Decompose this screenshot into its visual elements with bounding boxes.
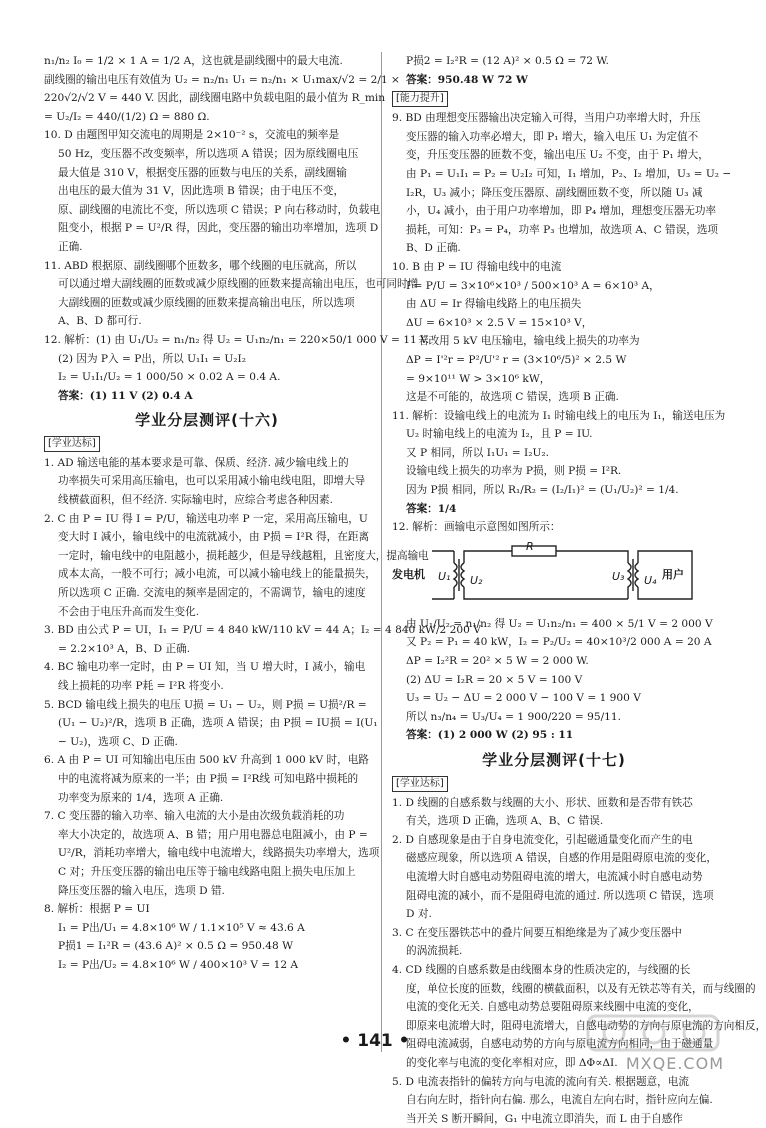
- text-line: 设输电线上损失的功率为 P损，则 P损 = I²R.: [406, 465, 622, 478]
- circuit-label-r: R: [526, 539, 534, 553]
- text-line: (2) ΔU = I₂R = 20 × 5 V = 100 V: [406, 673, 583, 686]
- text-line: 由 U₁/U₂ = n₁/n₂ 得 U₂ = U₁n₂/n₁ = 400 × 5/1 V = 2 000 V: [406, 617, 713, 630]
- answer-line: 答案：(1) 2 000 W (2) 95 : 11: [406, 729, 574, 742]
- text-line: = 2.2×10³ A，B、D 正确.: [58, 642, 191, 655]
- text-line: 率大小决定的，故选项 A、B 错；用户用电器总电阻减小，由 P =: [58, 828, 368, 841]
- text-line: I = P/U = 3×10⁶×10³ / 500×10³ A = 6×10³ A，: [406, 279, 660, 292]
- text-line: 又 P 相同，所以 I₁U₁ = I₂U₂.: [406, 446, 549, 459]
- text-line: 2. D 自感现象是由于自身电流变化，引起磁通量变化而产生的电: [392, 833, 693, 846]
- section-tag: [能力提升]: [392, 91, 448, 107]
- text-line: 大副线圈的匝数或减少原线圈的匝数来提高输出电压，所以选项: [58, 296, 355, 309]
- text-line: 又 P₂ = P₁ = 40 kW，I₂ = P₂/U₂ = 40×10³/2 000 A = 20 A: [406, 636, 712, 649]
- text-line: 自右向左时，指针向右偏. 那么，电流自左向右时，指针应向左偏.: [406, 1094, 713, 1107]
- text-line: 功率损失可采用高压输电，也可以采用减小输电线电阻，即增大导: [58, 475, 366, 488]
- text-line: 1. AD 输送电能的基本要求是可靠、保质、经济. 减少输电线上的: [44, 456, 349, 469]
- answer-line: 答案：950.48 W 72 W: [406, 73, 528, 86]
- text-line: 中的电流将减为原来的一半；由 P损 = I²R线 可知电路中损耗的: [58, 772, 359, 785]
- text-line: 11. 解析：设输电线上的电流为 I₁ 时输电线上的电压为 I₁，输送电压为: [392, 409, 726, 422]
- right-column: [392, 52, 766, 1128]
- text-line: 原、副线圈的电流比不变，所以选项 C 错误；P 向右移动时，负载电: [58, 203, 380, 216]
- text-line: 电流的变化无关. 自感电动势总要阻碍原来线圈中电流的变化，: [406, 1001, 699, 1014]
- text-line: 功率变为原来的 1/4，选项 A 正确.: [58, 791, 224, 804]
- text-line: 阻变小，根据 P = U²/R 得，因此，变压器的输出功率增加，选项 D: [58, 222, 379, 235]
- text-line: 降压变压器的输入电压，选项 D 错.: [58, 884, 225, 897]
- section-tag: [学业达标]: [44, 436, 100, 452]
- text-line: 阻碍电流减弱，自感电动势的方向与原电流方向相同，由于磁通量: [406, 1038, 714, 1051]
- text-line: 所以 n₃/n₄ = U₃/U₄ = 1 900/220 = 95/11.: [406, 710, 622, 723]
- text-line: 变大时 I 减小，输电线中的电流就减小，由 P损 = I²R 得，在距离: [58, 531, 370, 544]
- text-line: 变压器的输入功率必增大，即 P₁ 增大，输入电压 U₁ 为定值不: [406, 130, 699, 143]
- text-line: 3. C 在变压器铁芯中的叠片间要互相绝缘是为了减少变压器中: [392, 926, 682, 939]
- text-line: 的变化率与电流的变化率相对应，即 ΔΦ∝ΔI.: [406, 1056, 618, 1069]
- power-transmission-diagram: [392, 541, 716, 611]
- text-line: 5. D 电流表指针的偏转方向与电流的流向有关. 根据题意，电流: [392, 1075, 689, 1088]
- text-line: I₂ = P出/U₂ = 4.8×10⁶ W / 400×10³ V = 12 A: [58, 958, 299, 971]
- text-line: 1. D 线圈的自感系数与线圈的大小、形状、匝数和是否带有铁芯: [392, 796, 693, 809]
- section-tag: [学业达标]: [392, 776, 448, 792]
- circuit-label-u3: U₃: [612, 569, 625, 583]
- text-line: B、D 正确.: [406, 242, 461, 255]
- text-line: (U₁ − U₂)²/R，选项 B 正确，选项 A 错误；由 P损 = IU损 = I(U₁: [58, 717, 378, 730]
- text-line: 线横截面积，但不经济. 实际输电时，应综合考虑各种因素.: [58, 494, 333, 507]
- text-line: P损2 = I₂²R = (12 A)² × 0.5 Ω = 72 W.: [406, 55, 609, 67]
- text-line: D 对.: [406, 908, 432, 921]
- section-tag-row: [392, 89, 716, 109]
- text-line: n₁/n₂ I₀ = 1/2 × 1 A = 1/2 A，这也就是副线圈中的最大电流.: [44, 55, 343, 67]
- text-line: 可以通过增大副线圈的匝数或减少原线圈的匝数来提高输出电压，也可同时增: [58, 278, 419, 291]
- text-line: − U₂)，选项 C、D 正确.: [58, 735, 178, 748]
- answer-line: 答案：1/4: [406, 502, 457, 515]
- text-line: 这是不可能的，故选项 C 错误，选项 B 正确.: [406, 391, 619, 404]
- text-line: 5. BCD 输电线上损失的电压 U损 = U₁ − U₂，则 P损 = U损²/R =: [44, 698, 367, 711]
- page-number: • 141 •: [340, 1031, 410, 1051]
- text-line: ΔP = I'²r = P²/U'² r = (3×10⁶/5)² × 2.5 W: [406, 353, 627, 366]
- text-line: 12. 解析：画输电示意图如图所示：: [392, 521, 561, 534]
- text-line: 成本太高，一般不可行；减小电流，可以减小输电线上的能量损失，: [58, 568, 376, 581]
- text-line: 副线圈的输出电压有效值为 U₂ = n₂/n₁ U₁ = n₂/n₁ × U₁max/√2 = 2/1 ×: [44, 73, 400, 86]
- text-line: 即原来电流增大时，阻碍电流增大，自感电动势的方向与原电流的方向相反，: [406, 1019, 766, 1032]
- text-line: 9. BD 由理想变压器输出决定输入可得，当用户功率增大时，升压: [392, 112, 701, 125]
- text-line: P损1 = I₁²R = (43.6 A)² × 0.5 Ω = 950.48 W: [58, 940, 294, 953]
- text-line: I₂R，U₃ 减小；降压变压器原、副线圈匝数不变，所以随 U₃ 减: [406, 186, 703, 199]
- section-tag-row: [44, 434, 370, 454]
- section-tag-row: [392, 774, 716, 794]
- text-line: 11. ABD 根据原、副线圈哪个匝数多，哪个线圈的电压就高，所以: [44, 259, 357, 272]
- text-line: 3. BD 由公式 P = UI，I₁ = P/U = 4 840 kW/110 kV = 44 A；I₂ = 4 840 kW/2 200 V: [44, 624, 481, 637]
- text-line: 220√2/√2 V = 440 V. 因此，副线圈电路中负载电阻的最小值为 R_min: [44, 92, 386, 105]
- text-line: 10. B 由 P = IU 得输电线中的电流: [392, 260, 562, 273]
- text-line: 2. C 由 P = IU 得 I = P/U，输送电功率 P 一定，采用高压输电，U: [44, 512, 368, 525]
- text-line: 若改用 5 kV 电压输电，输电线上损失的功率为: [418, 335, 640, 348]
- text-line: 由 P₁ = U₁I₁ = P₂ = U₂I₂ 可知，I₁ 增加，P₂、I₂ 增加，U₃ = U₂ −: [406, 167, 732, 180]
- text-line: 8. 解析：根据 P = UI: [44, 903, 150, 916]
- section-title: 学业分层测评(十七): [482, 751, 626, 769]
- text-line: 10. D 由题图甲知交流电的周期是 2×10⁻² s，交流电的频率是: [44, 129, 340, 142]
- text-line: (2) 因为 P入 = P出，所以 U₁I₁ = U₂I₂: [58, 352, 246, 365]
- text-line: I₁ = P出/U₁ = 4.8×10⁶ W / 1.1×10⁵ V ≈ 43.6 A: [58, 921, 305, 934]
- text-line: 4. BC 输电功率一定时，由 P = UI 知，当 U 增大时，I 减小，输电: [44, 661, 366, 674]
- text-line: 电流增大时自感电动势阻碍电流的增大，电流减小时自感电动势: [406, 870, 703, 883]
- text-line: 12. 解析：(1) 由 U₁/U₂ = n₁/n₂ 得 U₂ = U₁n₂/n₁ = 220×50/1 000 V = 11 V.: [44, 333, 430, 346]
- circuit-label-u2: U₂: [470, 573, 483, 587]
- text-line: 线上损耗的功率 P耗 = I²R 将变小.: [58, 680, 224, 692]
- text-line: 当开关 S 断开瞬间，G₁ 中电流立即消失，而 L 由于自感作: [406, 1112, 683, 1125]
- text-line: I₂ = U₁I₁/U₂ = 1 000/50 × 0.02 A = 0.4 A.: [58, 371, 281, 384]
- circuit-label-user: 用户: [662, 567, 684, 581]
- watermark-text: MXQE.COM: [625, 1054, 724, 1074]
- text-line: 度，单位长度的匝数，线圈的横截面积，以及有无铁芯等有关，而与线圈的: [406, 982, 756, 995]
- text-line: ΔP = I₂²R = 20² × 5 W = 2 000 W.: [406, 655, 589, 668]
- text-line: 正确.: [58, 240, 83, 253]
- text-line: 一定时，输电线中的电阻越小，损耗越少，但是导线越粗，且密度大，提高输电: [58, 549, 429, 562]
- text-line: 不会由于电压升高而发生变化.: [58, 605, 200, 618]
- text-line: ΔU = 6×10³ × 2.5 V = 15×10³ V，: [406, 316, 593, 329]
- text-line: 由 ΔU = Ir 得输电线路上的电压损失: [406, 298, 582, 311]
- text-line: U₃ = U₂ − ΔU = 2 000 V − 100 V = 1 900 V: [406, 692, 641, 705]
- text-line: 小，U₄ 减小，由于用户功率增加，即 P₄ 增加，理想变压器无功率: [406, 205, 717, 218]
- text-line: 最大值是 310 V，根据变压器的匝数与电压的关系，副线圈输: [58, 166, 347, 179]
- text-line: = U₂/I₂ = 440/(1/2) Ω = 880 Ω.: [44, 110, 210, 123]
- text-line: 6. A 由 P = UI 可知输出电压由 500 kV 升高到 1 000 kV 时，电路: [44, 754, 369, 767]
- text-line: 4. CD 线圈的自感系数是由线圈本身的性质决定的，与线圈的长: [392, 963, 691, 976]
- text-line: A、B、D 都可行.: [58, 315, 142, 328]
- text-line: C 对；升压变压器的输出电压等于输电线路电阻上损失电压加上: [58, 865, 356, 878]
- text-line: 损耗，可知：P₃ = P₄，功率 P₃ 也增加，故选项 A、C 错误，选项: [406, 223, 719, 236]
- text-line: U²/R，消耗功率增大，输电线中电流增大，线路损失功率增大，选项: [58, 847, 380, 860]
- text-line: 所以选项 C 正确. 交流电的频率是固定的，不需调节，输电的速度: [58, 587, 366, 600]
- text-line: = 9×10¹¹ W > 3×10⁶ kW，: [406, 372, 551, 385]
- text-line: 的涡流损耗.: [406, 945, 463, 958]
- circuit-label-generator: 发电机: [392, 567, 425, 581]
- section-title: 学业分层测评(十六): [135, 411, 279, 430]
- circuit-label-u4: U₄: [644, 573, 657, 587]
- text-line: U₂ 时输电线上的电流为 I₂，且 P = IU.: [406, 428, 593, 441]
- text-line: 50 Hz，变压器不改变频率，所以选项 A 错误；因为原线圈电压: [58, 147, 359, 160]
- answer-line: 答案：(1) 11 V (2) 0.4 A: [58, 389, 193, 402]
- text-line: 因为 P损 相同，所以 R₁/R₂ = (I₂/I₁)² = (U₁/U₂)² = 1/4.: [406, 484, 679, 497]
- text-line: 磁感应现象，所以选项 A 错误，自感的作用是阻碍原电流的变化，: [406, 852, 718, 865]
- text-line: 出电压的最大值为 31 V，因此选项 B 错误；由于电压不变，: [58, 185, 345, 198]
- circuit-label-u1: U₁: [438, 569, 451, 583]
- text-line: 阻碍电流的减小，而不是阻碍电流的通过. 所以选项 C 错误，选项: [406, 889, 714, 902]
- text-line: 有关，选项 D 正确，选项 A、B、C 错误.: [406, 815, 604, 828]
- text-line: 变，升压变压器的匝数不变，输出电压 U₂ 不变，由于 P₁ 增大，: [406, 149, 709, 162]
- text-line: 7. C 变压器的输入功率、输入电流的大小是由次级负载消耗的功: [44, 810, 345, 823]
